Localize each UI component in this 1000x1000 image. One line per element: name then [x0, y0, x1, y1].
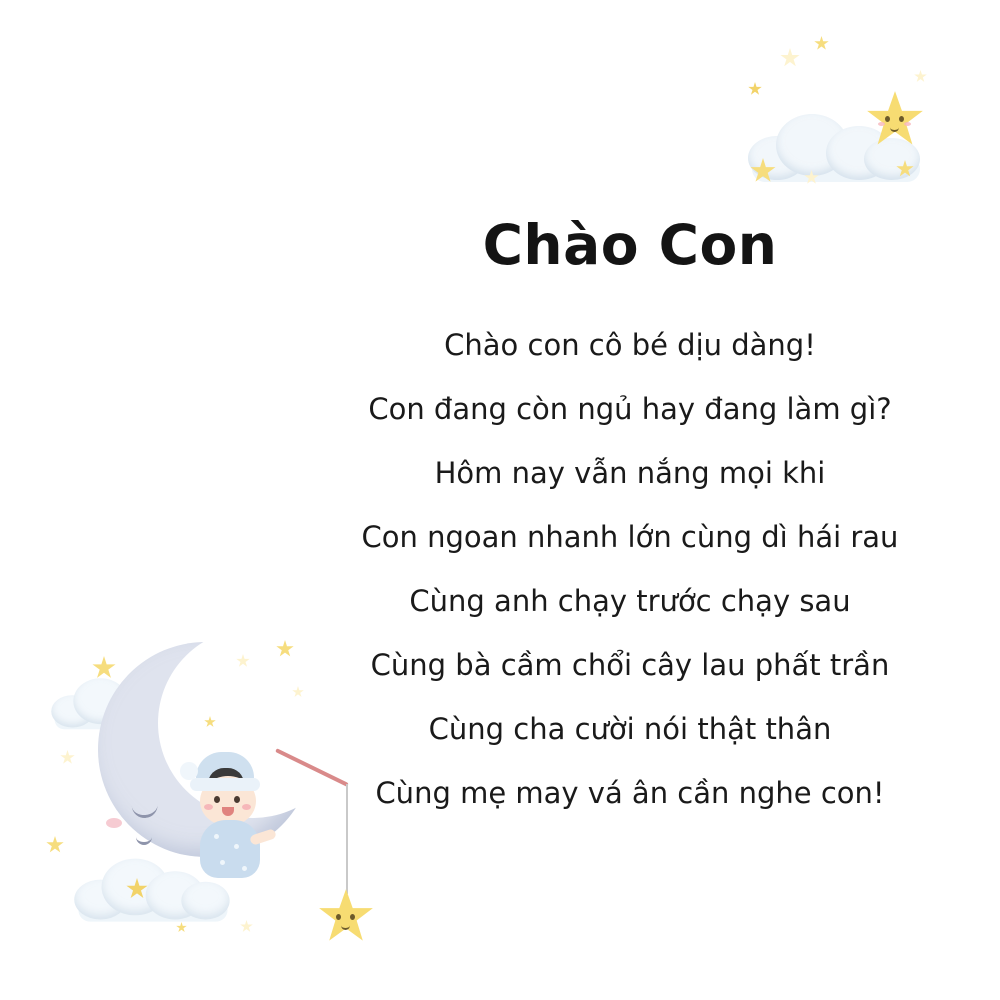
baby-blush	[242, 804, 251, 810]
top-right-decoration	[718, 30, 948, 210]
star-body	[318, 888, 374, 944]
baby-eye	[234, 796, 240, 803]
star-icon	[176, 922, 187, 933]
poem-line: Cùng cha cười nói thật thân	[428, 711, 832, 746]
star-eye	[336, 914, 341, 920]
baby-eye	[214, 796, 220, 803]
cloud-icon	[74, 857, 232, 920]
poem-line: Cùng bà cầm chổi cây lau phất trần	[370, 647, 890, 682]
star-icon	[780, 48, 800, 68]
poem-line: Chào con cô bé dịu dàng!	[444, 327, 816, 362]
baby-blush	[204, 804, 213, 810]
star-icon	[814, 36, 829, 51]
pajama-dot	[242, 866, 247, 871]
bottom-left-decoration	[40, 620, 410, 960]
pajama-dot	[234, 844, 239, 849]
star-blush	[878, 122, 885, 126]
smiling-star-icon	[866, 90, 924, 148]
star-eye	[885, 116, 890, 122]
star-blush	[904, 122, 911, 126]
star-icon	[914, 70, 927, 83]
smiling-star-icon	[318, 888, 374, 944]
poem-container	[320, 215, 940, 808]
star-eye	[350, 914, 355, 920]
star-eye	[899, 116, 904, 122]
poem-title: Chào Con	[482, 213, 778, 277]
cloud-puff	[181, 882, 229, 920]
pajama-dot	[214, 834, 219, 839]
poem-line: Cùng mẹ may vá ân cần nghe con!	[375, 775, 885, 810]
star-icon	[60, 750, 75, 765]
poem-line: Hôm nay vẫn nắng mọi khi	[434, 455, 826, 490]
moon-mouth	[136, 832, 152, 845]
star-icon	[46, 836, 64, 854]
star-body	[866, 90, 924, 148]
nightcap-brim	[190, 778, 260, 791]
poem-line: Cùng anh chạy trước chạy sau	[409, 583, 851, 618]
moon-blush	[106, 818, 122, 828]
poem-line: Con ngoan nhanh lớn cùng dì hái rau	[361, 519, 899, 554]
poem-line: Con đang còn ngủ hay đang làm gì?	[368, 391, 892, 426]
star-icon	[240, 920, 253, 933]
star-icon	[748, 82, 762, 96]
fishing-line	[346, 784, 348, 894]
